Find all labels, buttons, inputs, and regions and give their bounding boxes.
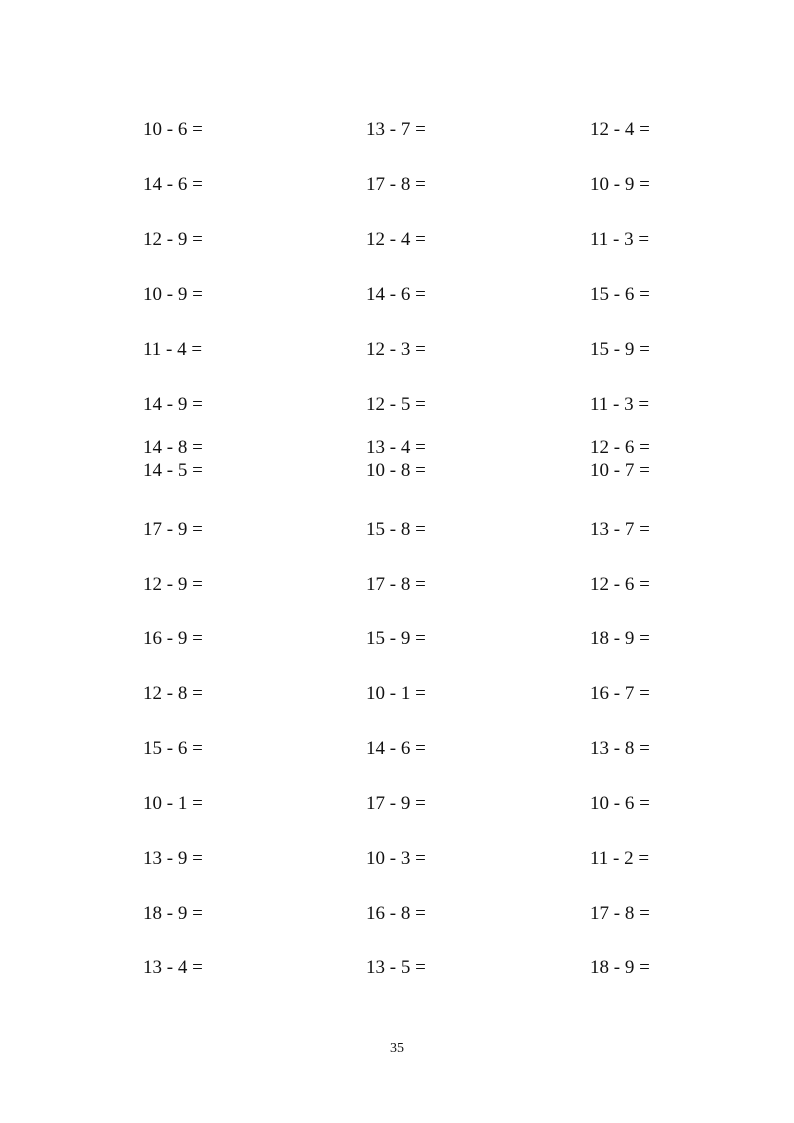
problem: 12 - 8 = [143,683,203,704]
problem-row [0,283,794,307]
problem: 14 - 6 = [366,284,426,305]
problem: 15 - 8 = [366,519,426,540]
problem-row [0,518,794,542]
problem: 13 - 8 = [590,738,650,759]
problem: 16 - 9 = [143,628,203,649]
problem: 17 - 8 = [590,903,650,924]
problem-row [0,118,794,142]
problem-row [0,682,794,706]
problem: 14 - 9 = [143,394,203,415]
problem: 10 - 9 = [590,174,650,195]
problem: 13 - 4 = [143,957,203,978]
problem: 11 - 3 = [590,394,650,415]
problem-row [0,792,794,816]
problem-row [0,847,794,871]
problem-row [0,737,794,761]
problem: 13 - 5 = [366,957,426,978]
problem-row [0,459,794,483]
problem-row [0,573,794,597]
problem: 12 - 9 = [143,574,203,595]
problem-row [0,627,794,651]
problem: 11 - 2 = [590,848,650,869]
problem: 10 - 8 = [366,460,426,481]
problem-row [0,956,794,980]
page-number: 35 [390,1041,404,1056]
problem: 14 - 6 = [366,738,426,759]
problem: 17 - 8 = [366,574,426,595]
problem: 12 - 5 = [366,394,426,415]
problem-row [0,393,794,417]
problem: 12 - 3 = [366,339,426,360]
problem: 14 - 6 = [143,174,203,195]
problem: 14 - 5 = [143,460,203,481]
problem: 13 - 7 = [366,119,426,140]
problem: 15 - 9 = [590,339,650,360]
problem: 10 - 9 = [143,284,203,305]
problem: 17 - 9 = [366,793,426,814]
problem: 10 - 1 = [366,683,426,704]
problem: 16 - 8 = [366,903,426,924]
problem: 18 - 9 = [590,957,650,978]
problem: 13 - 9 = [143,848,203,869]
problem-row [0,436,794,460]
problem: 11 - 4 = [143,339,203,360]
problem: 10 - 1 = [143,793,203,814]
problem: 17 - 9 = [143,519,203,540]
problem: 12 - 4 = [366,229,426,250]
problem: 10 - 6 = [590,793,650,814]
problem: 18 - 9 = [143,903,203,924]
problem: 13 - 7 = [590,519,650,540]
problem: 16 - 7 = [590,683,650,704]
problem: 13 - 4 = [366,437,426,458]
problem: 15 - 6 = [590,284,650,305]
problem-row [0,338,794,362]
problem: 10 - 6 = [143,119,203,140]
problem: 15 - 9 = [366,628,426,649]
problem: 12 - 9 = [143,229,203,250]
problem: 10 - 7 = [590,460,650,481]
problem-row [0,228,794,252]
problem: 12 - 6 = [590,437,650,458]
problem: 15 - 6 = [143,738,203,759]
problem-row [0,902,794,926]
problem: 14 - 8 = [143,437,203,458]
problem: 11 - 3 = [590,229,650,250]
problem-row [0,173,794,197]
problem: 10 - 3 = [366,848,426,869]
problem: 12 - 4 = [590,119,650,140]
problem: 18 - 9 = [590,628,650,649]
problem: 17 - 8 = [366,174,426,195]
problem: 12 - 6 = [590,574,650,595]
